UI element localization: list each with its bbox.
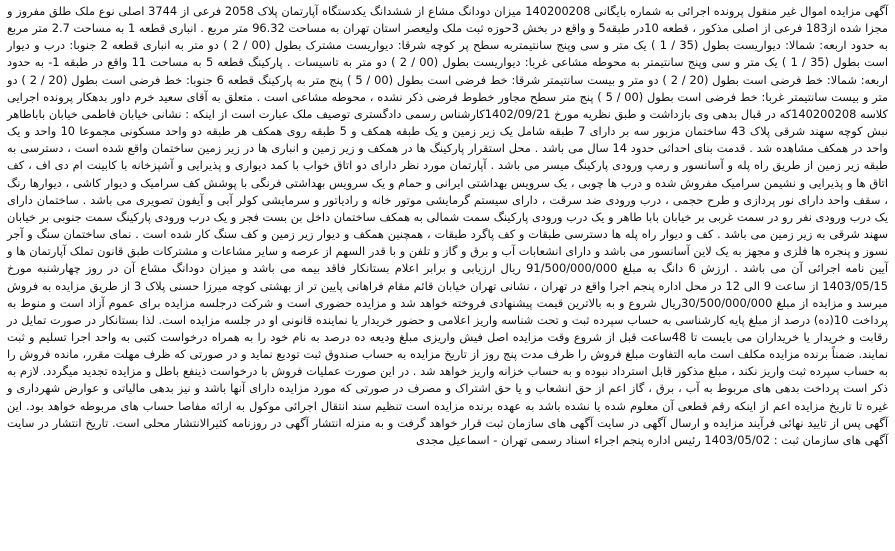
notice-text: آگهی مزایده اموال غیر منقول پرونده اجرائی به شماره بایگانی 140200208 میزان دودانگ مشاع از ششدانگ یکدستگاه آپارتمان پلاک 2058 فرعی از 3744 اصلی نوع ملک طلق مفروز و مجزا شده از183 فرعی از اصلی مذکور ، قطعه 10در طبقه5 و واقع در بخش 3حوزه ثبت ملک ولیعصر استان تهران به مساحت 96.32 متر مربع . انباری قطعه 1 به مساحت 2.7 متر مربع به حدود اربعه: شمالا: دیواریست بطول (35 / 1 ) یک متر و سی وپنج سانتیمتربه سطح پر کوچه شرقا: دیواریست مشترک بطول (00 / 2 ) دو متر به انباری قطعه 2 جنوبا: درب و دیوار است بطول (35 / 1 ) یک متر و سی وپنج سانتیمتر به محوطه مشاعی غربا: دیواریست بطول (00 / 2 ) دو متر به تاسیسات . پارکینگ قطعه 5 به مساحت 11 واقع در طبقه 1- به حدود اربعه: شمالا: خط فرضی است بطول (20 / 2 ) دو متر و بیست سانتیمتر شرقا: خط فرضی است بطول (00 / 5 ) پنج متر به پارکینگ قطعه 6 جنوبا: خط فرضی است بطول (20 / 2 ) دو متر و بیست سانتیمتر غربا: خط فرضی است بطول (00 / 5 ) پنج متر سطح مجاور خطوط فرضی ذکر نشده ، محوطه مشاعی است . متعلق به آقای سعید خرم داور بدهکار پرونده اجرایی کلاسه 140200208که در قبال بدهی وی بازداشت و طبق نظریه مورخ 1402/09/21کارشناس رسمی دادگستری توصیف ملک عبارت است از اینکه : نشانی خیابان فاطمی خیابان باباطاهر نبش کوچه سهند شرقی پلاک 43 ساختمان مزبور سه بر دارای 7 طبقه شامل یک زیر زمین و یک طبقه همکف و 5 طبقه روی همکف هر طبقه دو واحد مسکونی مجموعا 10 واحد و یک واحد در همکف مشاهده شد . قدمت بنای احداثی حدود 14 سال می باشد . محل استقرار پارکینگ ها در همکف و زیر زمین و انباری ها در زیر زمین ساختمان واقع شده است ، دسترسی به طبقه زیر زمین از طریق راه پله و آسانسور و رمپ ورودی پارکینگ میسر می باشد . آپارتمان مورد نظر دارای دو اتاق خواب با کمد دیواری و پذیرایی و آشپزخانه با کابینت ام دی اف ، کف اتاق ها و پذیرایی و نشیمن سرامیک مفروش شده و درب ها چوبی ، یک سرویس بهداشتی ایرانی و حمام و یک سرویس بهداشتی فرنگی با پوشش کف سرامیک و دیوار کاشی ، دیوارها رنگ ، سقف واحد دارای نور پردازی و طرح حجمی ، درب ورودی ضد سرقت ، دارای سیستم گرمایشی موتور خانه و رادیاتور و سرمایشی کولر آبی و آیفون تصویری می باشد . ساختمان دارای یک درب ورودی نفر رو در سمت غربی بر خیابان بابا طاهر و یک درب ورودی پارکینگ سمت شمالی به همکف ساختمان داخل بن بست فجر و یک درب ورودی پارکینگ سمت جنوبی بر خیابان سهند شرقی به زیر زمین می باشد . کف و دیوار راه پله ها دسترسی طبقات و کف پاگرد طبقات ، همچنین همکف و دیوار زیر زمین و کف سنگ کار شده است . نمای ساختمان سنگ و آجر نسوز و پنجره ها فلزی و مجهز به یک لاین آسانسور می باشد و دارای انشعابات آب و برق و گاز و تلفن و با قدر السهم از عرصه و سایر مشاعات و مشترکات طبق قانون تملک آپارتمان ها و آیین نامه اجرائی آن می باشد . ارزش 6 دانگ به مبلغ 91/500/000/000 ریال ارزیابی و برابر اعلام بستانکار فاقد بیمه می باشد و میزان دودانگ مشاع آن در روز چهارشنبه مورخ 1403/05/15 از ساعت 9 الی 12 در محل اداره پنجم اجرا واقع در تهران ، نشانی تهران خیابان قائم مقام فراهانی پایین تر از بهشتی کوچه میرزا حسنی پلاک 3 از طریق مزایده به فروش میرسد و مزایده از مبلغ 30/500/000/000ریال شروع و به بالاترین قیمت پیشنهادی فروخته خواهد شد و مزایده حضوری است و شرکت درجلسه مزایده برای عموم آزاد است و منوط به پرداخت 10(ده) درصد از مبلغ پایه کارشناسی به حساب سپرده ثبت و تحت شناسه واریز اعلامی و حضور خریدار یا نماینده قانونی او در جلسه مزایده است. لذا بستانکار در صورت تمایل در رقابت و خریدار یا خریداران می بایست تا 48ساعت قبل از شروع وقت مزایده اصل فیش واریزی مبلغ ودیعه ده درصد به نام خود را به همراه درخواست کتبی به واحد اجرا تسلیم و ثبت نمایند. ضمناً برنده مزایده مکلف است مابه التفاوت مبلغ فروش را ظرف مدت پنج روز از تاریخ مزایده به حساب صندوق ثبت تودیع نماید و در صورتی که ظرف مهلت مقرر، مانده فروش را به حساب سپرده ثبت واریز نکند ، مبلغ مذکور قابل استرداد نبوده و به حساب خزانه واریز خواهد شد . در این صورت عملیات فروش با درخواست ذینفع باطل و مزایده تجدید میگردد. لازم به ذکر است پرداخت بدهی های مربوط به آب ، برق ، گاز اعم از حق انشعاب و یا حق اشتراک و مصرف در صورتی که مورد مزایده دارای آنها باشد و نیز بدهی مالیاتی و عوارض شهرداری و غیره تا تاریخ مزایده اعم از اینکه رقم قطعی آن معلوم شده یا نشده باشد به عهده برنده مزایده است تنظیم سند انتقال اجرائی موکول به ارائه مفاصا حساب های مربوطه خواهد بود. این آگهی پس از تایید نهائی فرآیند مزایده و ارسال آگهی در سایت آگهی های سازمان ثبت قرار خواهد گرفت و به منزله انتشار آگهی در روزنامه کثیرالانتشار محلی است. تاریخ انتشار در سایت آگهی های سازمان ثبت : 1403/05/02 رئیس اداره پنجم اجراء اسناد رسمی تهران - اسماعیل مجدی bbox=[7, 4, 889, 447]
